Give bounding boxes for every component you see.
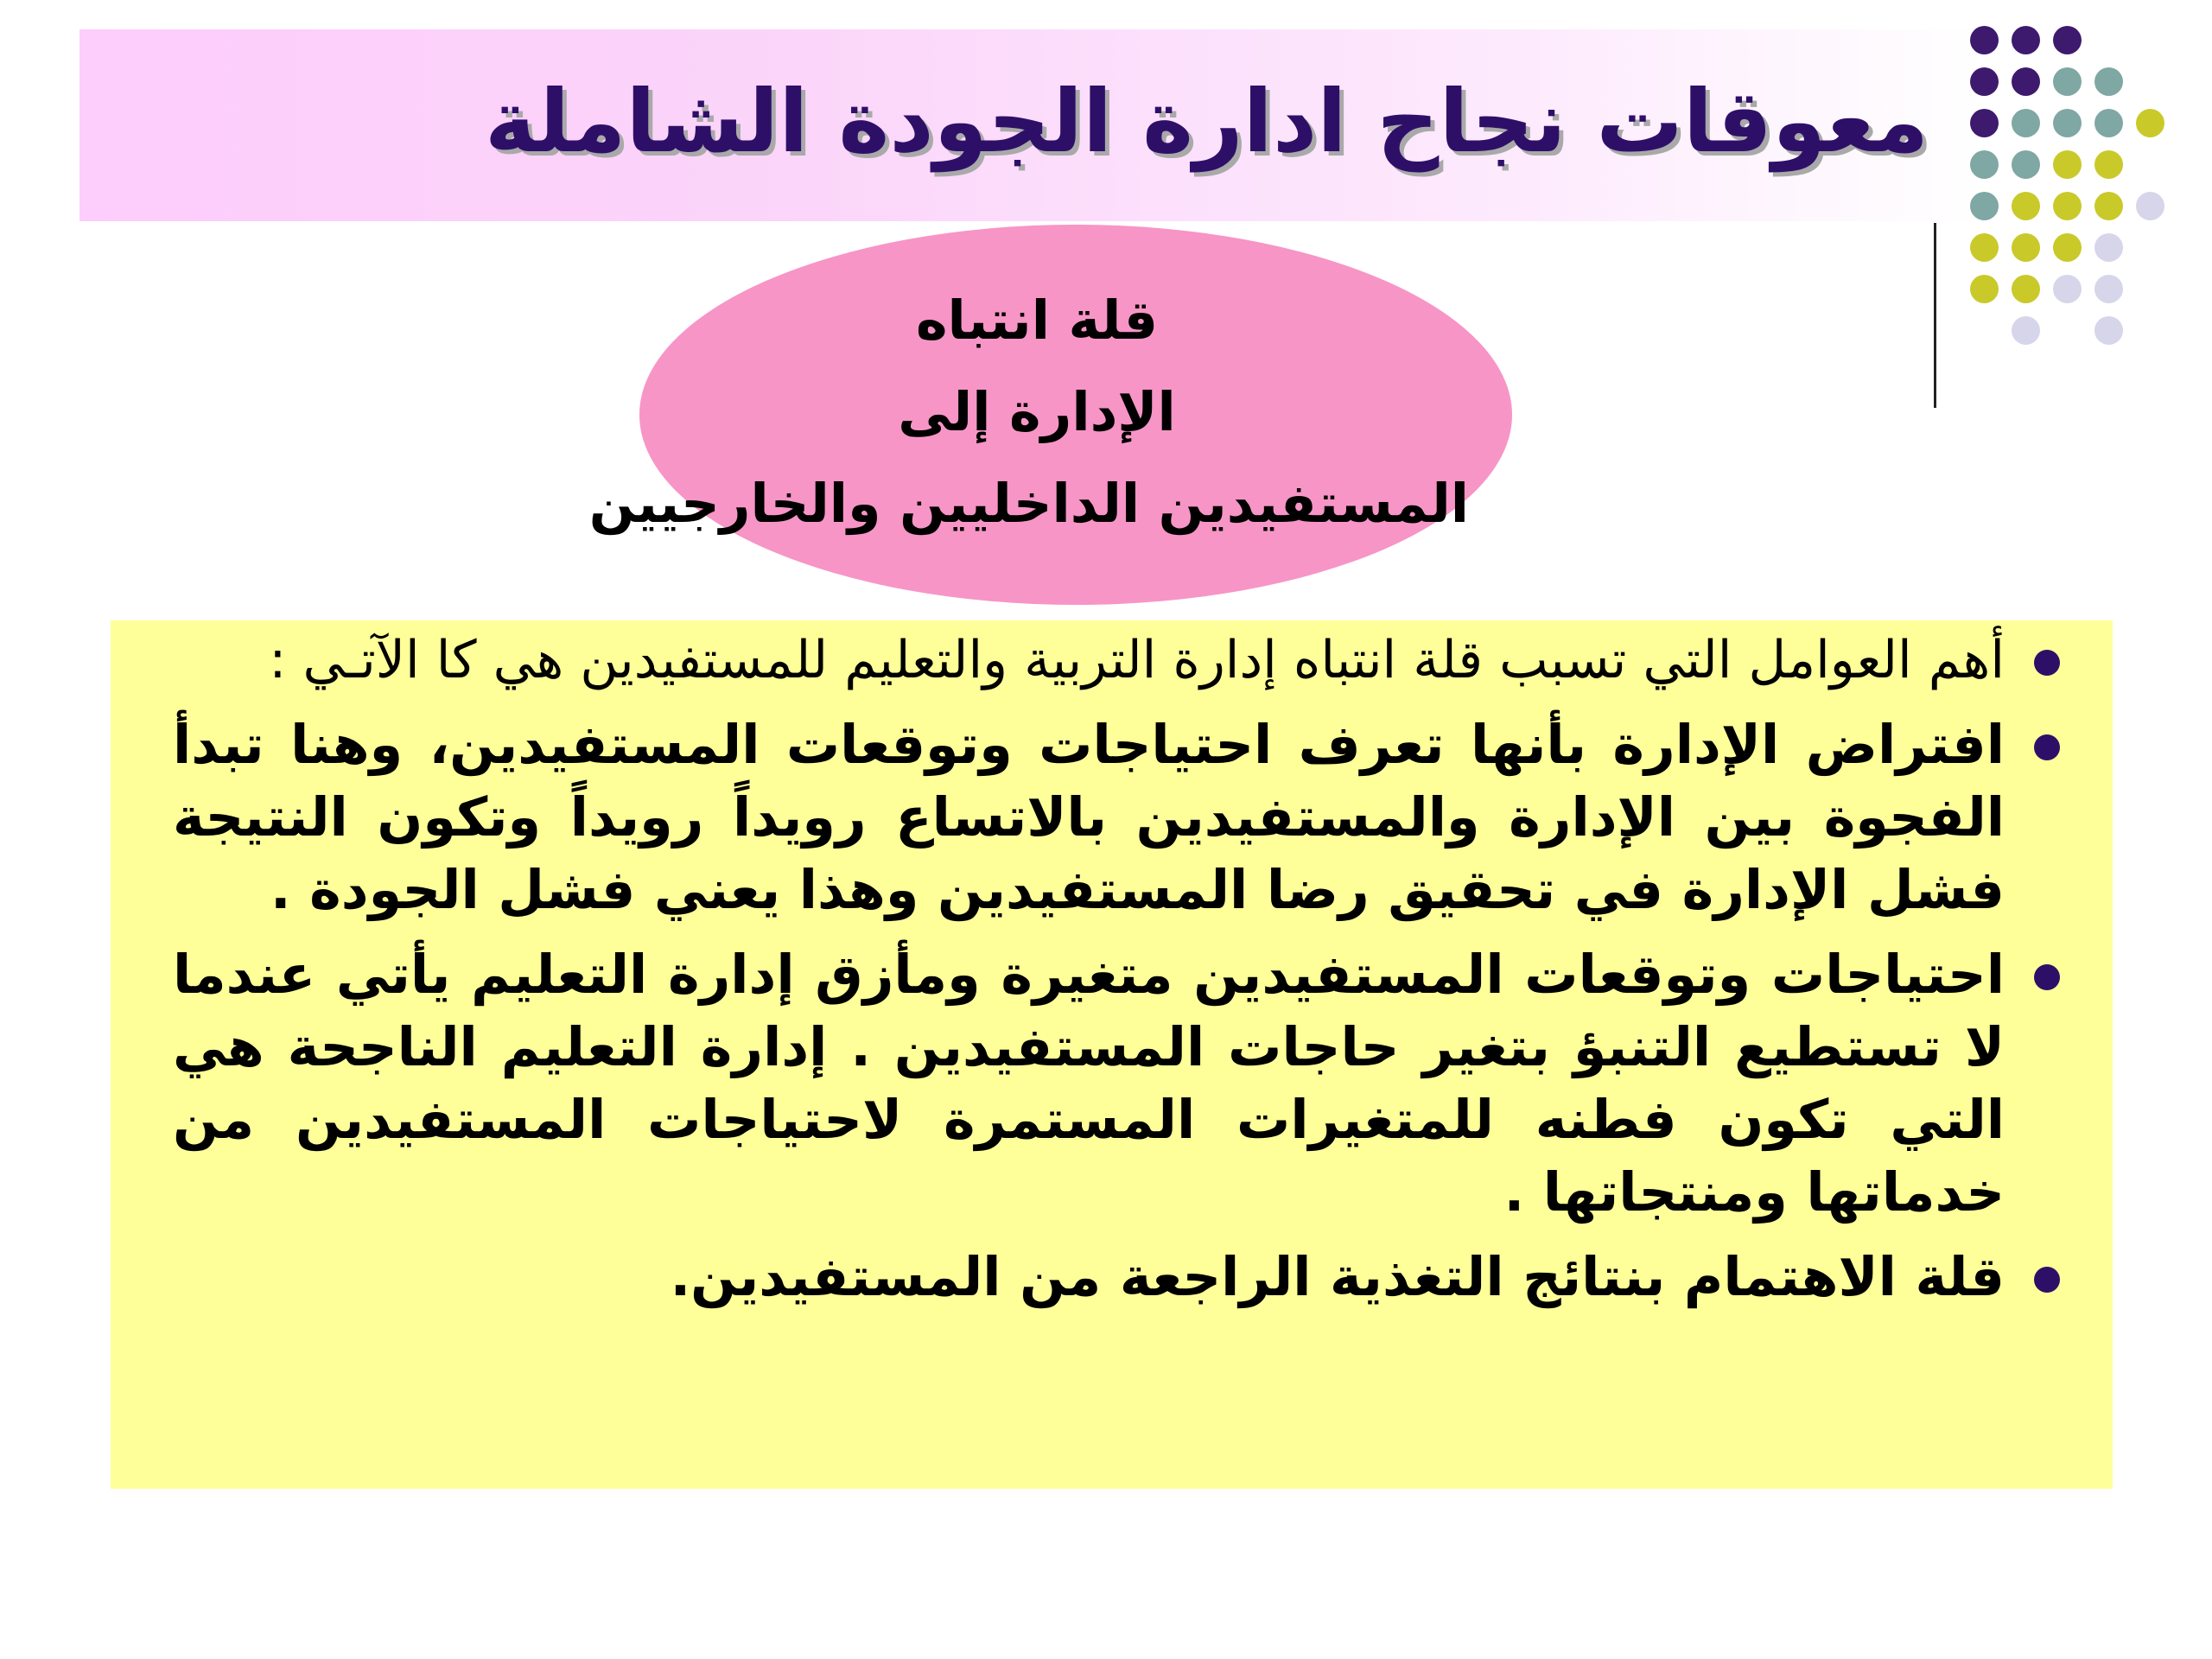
decorative-dot-grid (1970, 26, 2203, 372)
bullet-dot-icon (2034, 734, 2060, 760)
decorative-dot (2012, 150, 2040, 179)
decorative-dot (2053, 26, 2082, 54)
decorative-dot (2053, 275, 2082, 303)
ellipse-line-3: المستفيدين الداخليين والخارجيين (588, 472, 1469, 535)
decorative-dot (2012, 233, 2040, 262)
decorative-dot (1970, 192, 1999, 220)
bullet-item-1 (173, 624, 2005, 696)
decorative-dot (2012, 109, 2040, 137)
decorative-dot (2012, 275, 2040, 303)
bullet-text-4: قلة الاهتمام بنتائج التغذية الراجعة من المستفيدين. (670, 1245, 2005, 1308)
decorative-dot (2053, 192, 2082, 220)
decorative-dot (2012, 192, 2040, 220)
decorative-dot (1970, 109, 1999, 137)
bullet-dot-icon (2034, 964, 2060, 990)
ellipse-line-2: الإدارة إلى (898, 380, 1176, 443)
decorative-dot (2053, 150, 2082, 179)
bullet-dot-icon (2034, 650, 2060, 676)
decorative-dot (2012, 316, 2040, 345)
divider-line (1934, 223, 1936, 408)
bullet-text-3: احتياجات وتوقعات المستفيدين متغيرة ومأزق إدارة التعليم يأتي عندما لا تستطيع التنبؤ بتغير حاجات المستفيدين . إدارة التعليم الناجحة هي التي تكون فطنه للمتغيرات المستمرة لاحتياجات المستفيدين من خدماتها ومنتجاتها . (173, 943, 2005, 1224)
decorative-dot (1970, 150, 1999, 179)
decorative-dot (2094, 150, 2123, 179)
decorative-dot (2094, 316, 2123, 345)
decorative-dot (2053, 67, 2082, 96)
decorative-dot (1970, 67, 1999, 96)
decorative-dot (2053, 233, 2082, 262)
bullet-text-2: افتراض الإدارة بأنها تعرف احتياجات وتوقعات المستفيدين، وهنا تبدأ الفجوة بين الإدارة والمستفيدين بالاتساع رويداً رويداً وتكون النتيجة فشل الإدارة في تحقيق رضا المستفيدين وهذا يعني فشل الجودة . (173, 713, 2005, 921)
decorative-dot (2012, 67, 2040, 96)
slide-title: معوقات نجاح ادارة الجودة الشاملة (485, 71, 1929, 172)
decorative-dot (1970, 26, 1999, 54)
ellipse-line-1: قلة انتباه (915, 289, 1159, 352)
decorative-dot (2094, 192, 2123, 220)
decorative-dot (2094, 67, 2123, 96)
bullet-text-1: أهم العوامل التي تسبب قلة انتباه إدارة التربية والتعليم للمستفيدين هي كا الآتـي : (269, 630, 2005, 690)
decorative-dot (2136, 109, 2164, 137)
bullet-item-4 (173, 1241, 2005, 1313)
decorative-dot (2094, 233, 2123, 262)
decorative-dot (2094, 109, 2123, 137)
ellipse-text (588, 275, 1469, 550)
decorative-dot (2136, 192, 2164, 220)
decorative-dot (2053, 109, 2082, 137)
decorative-dot (2094, 275, 2123, 303)
bullet-item-3 (173, 938, 2005, 1229)
decorative-dot (1970, 275, 1999, 303)
bullet-dot-icon (2034, 1267, 2060, 1293)
decorative-dot (1970, 233, 1999, 262)
bullet-item-2 (173, 709, 2005, 926)
bullet-list (173, 624, 2005, 1325)
decorative-dot (2012, 26, 2040, 54)
